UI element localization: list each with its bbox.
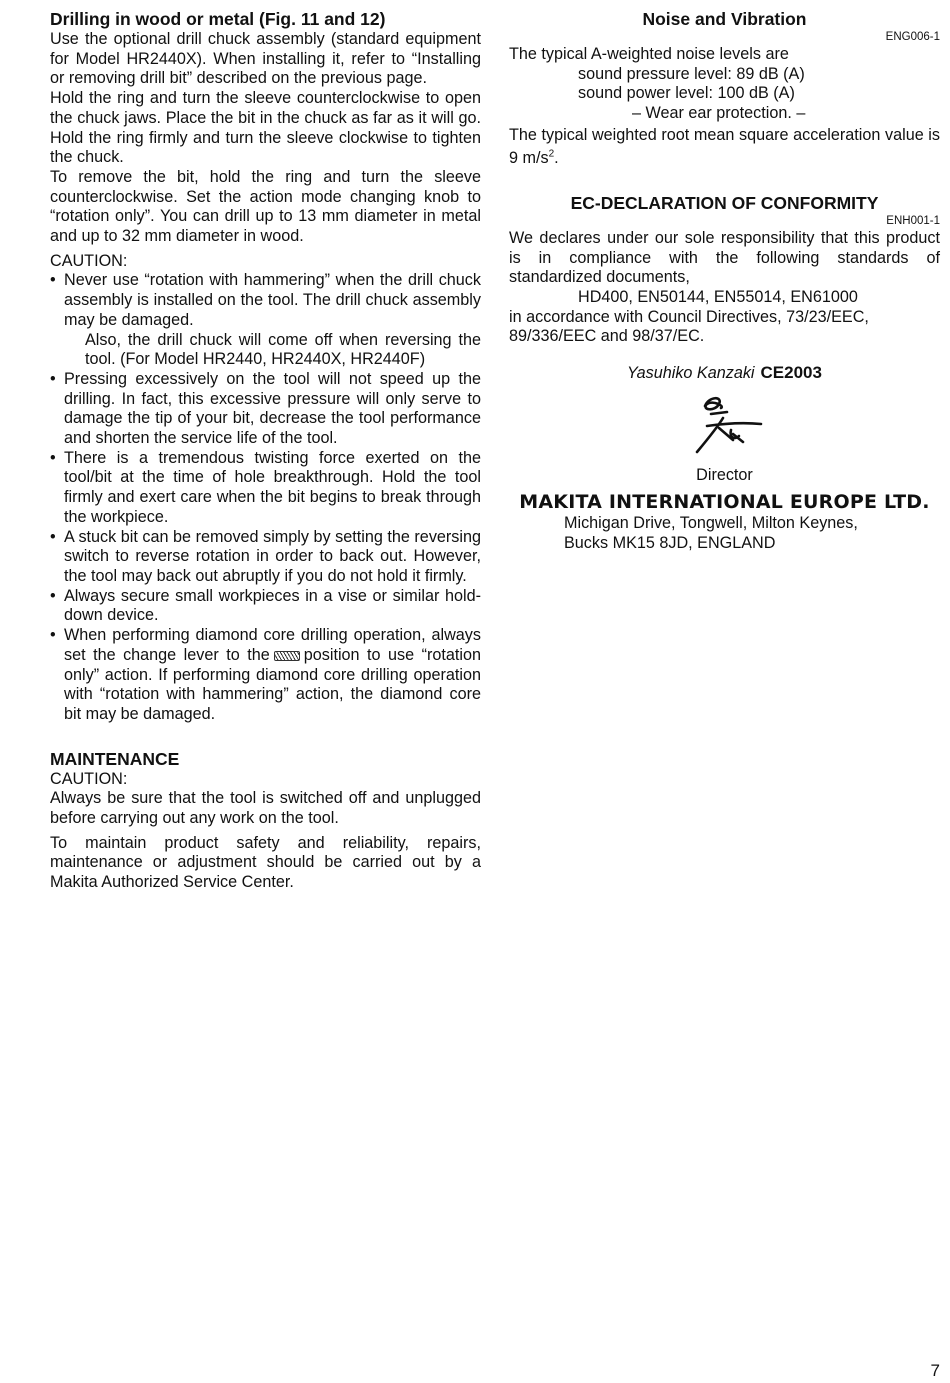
noise-intro: The typical A-weighted noise levels are — [509, 45, 789, 63]
noise-power-level: sound power level: 100 dB (A) — [578, 84, 795, 103]
maintenance-paragraph-2: To maintain product safety and reliability, repairs, maintenance or adjustment should be carried out by a Makita Authorized Service Center. — [50, 833, 481, 892]
change-lever-icon — [274, 651, 300, 661]
drilling-paragraph-1: Use the optional drill chuck assembly (standard equipment for Model HR2440X). When installing it, refer to “Installing or removing drill bit” described on the previous page. — [50, 30, 481, 88]
drilling-paragraph-2: Hold the ring and turn the sleeve counterclockwise to open the chuck jaws. Place the bit in the chuck as far as it will go. Hold the ring firmly and turn the sleeve clockwise to tighten the chuck. — [50, 89, 481, 167]
maintenance-paragraph-1: Always be sure that the tool is switched off and unplugged before carrying out any work on the tool. — [50, 789, 481, 828]
noise-code: ENG006-1 — [885, 31, 940, 43]
signer-name: Yasuhiko Kanzaki — [627, 364, 755, 383]
vibration-value: The typical weighted root mean square acceleration value is 9 m/s — [509, 125, 940, 167]
ec-paragraph-1: We declares under our sole responsibility that this product is in compliance with the following standards of standardized documents, — [509, 228, 940, 287]
company-name: MAKITA INTERNATIONAL EUROPE LTD. — [519, 491, 930, 514]
caution-bullet-6-text-a: When performing diamond core drilling operation, always set the change lever to the — [64, 626, 481, 664]
ec-paragraph-2: in accordance with Council Directives, 73/23/EEC, 89/336/EEC and 98/37/EC. — [509, 307, 869, 346]
signature — [509, 392, 940, 464]
maintenance-heading: MAINTENANCE — [50, 748, 180, 769]
ear-protection-note: – Wear ear protection. – — [632, 104, 806, 123]
noise-heading: Noise and Vibration — [642, 9, 807, 29]
caution-bullet-5: • Always secure small workpieces in a vise or similar hold-down device. — [50, 587, 481, 626]
ec-code: ENH001-1 — [886, 214, 940, 227]
caution-bullet-3: • There is a tremendous twisting force exerted on the tool/bit at the time of hole breakthrough. Hold the tool firmly and exert care when the bit begins to break through the workpiece. — [50, 449, 481, 528]
drilling-paragraph-3: To remove the bit, hold the ring and turn the sleeve counterclockwise. Set the action mode changing knob to “rotation only”. You can drill up to 13 mm diameter in metal and up to 32 mm diameter in wood. — [50, 167, 481, 246]
ce-mark: CE2003 — [760, 363, 822, 383]
vibration-exponent: 2 — [548, 148, 555, 160]
caution-bullet-6 — [50, 626, 481, 725]
ec-standards: HD400, EN50144, EN55014, EN61000 — [578, 287, 858, 306]
caution-bullet-1-continued: Also, the drill chuck will come off when reversing the tool. (For Model HR2440, HR2440X, HR2440F) — [85, 330, 481, 369]
page-number: 7 — [930, 1361, 940, 1381]
left-column — [50, 8, 481, 893]
caution-label: CAUTION: — [50, 251, 128, 270]
noise-pressure-level: sound pressure level: 89 dB (A) — [578, 64, 805, 83]
signer-title: Director — [696, 465, 753, 484]
caution-bullet-1: • Never use “rotation with hammering” when the drill chuck assembly is installed on the tool. The drill chuck assembly may be damaged. — [50, 271, 481, 330]
right-column — [509, 8, 940, 554]
signatory-line — [509, 363, 940, 384]
vibration-text — [509, 124, 940, 170]
signature-icon — [675, 392, 775, 462]
drilling-heading: Drilling in wood or metal (Fig. 11 and 12) — [50, 9, 386, 29]
maintenance-caution-label: CAUTION: — [50, 769, 128, 788]
ec-heading: EC-DECLARATION OF CONFORMITY — [570, 192, 879, 213]
address-line-1: Michigan Drive, Tongwell, Milton Keynes, — [564, 514, 858, 533]
address-line-2: Bucks MK15 8JD, ENGLAND — [564, 534, 776, 553]
vibration-end: . — [554, 148, 559, 167]
caution-bullet-2: • Pressing excessively on the tool will not speed up the drilling. In fact, this excessive pressure will only serve to damage the tip of your bit, decrease the tool performance and shorten the service life of the tool. — [50, 370, 481, 449]
caution-bullet-6-text-b: position to use “rotation only” action. If performing diamond core drilling operation with “rotation with hammering” action, the diamond core bit may be damaged. — [64, 645, 481, 723]
caution-bullet-4: • A stuck bit can be removed simply by setting the reversing switch to reverse rotation in order to back out. However, the tool may back out abruptly if you do not hold it firmly. — [50, 528, 481, 587]
